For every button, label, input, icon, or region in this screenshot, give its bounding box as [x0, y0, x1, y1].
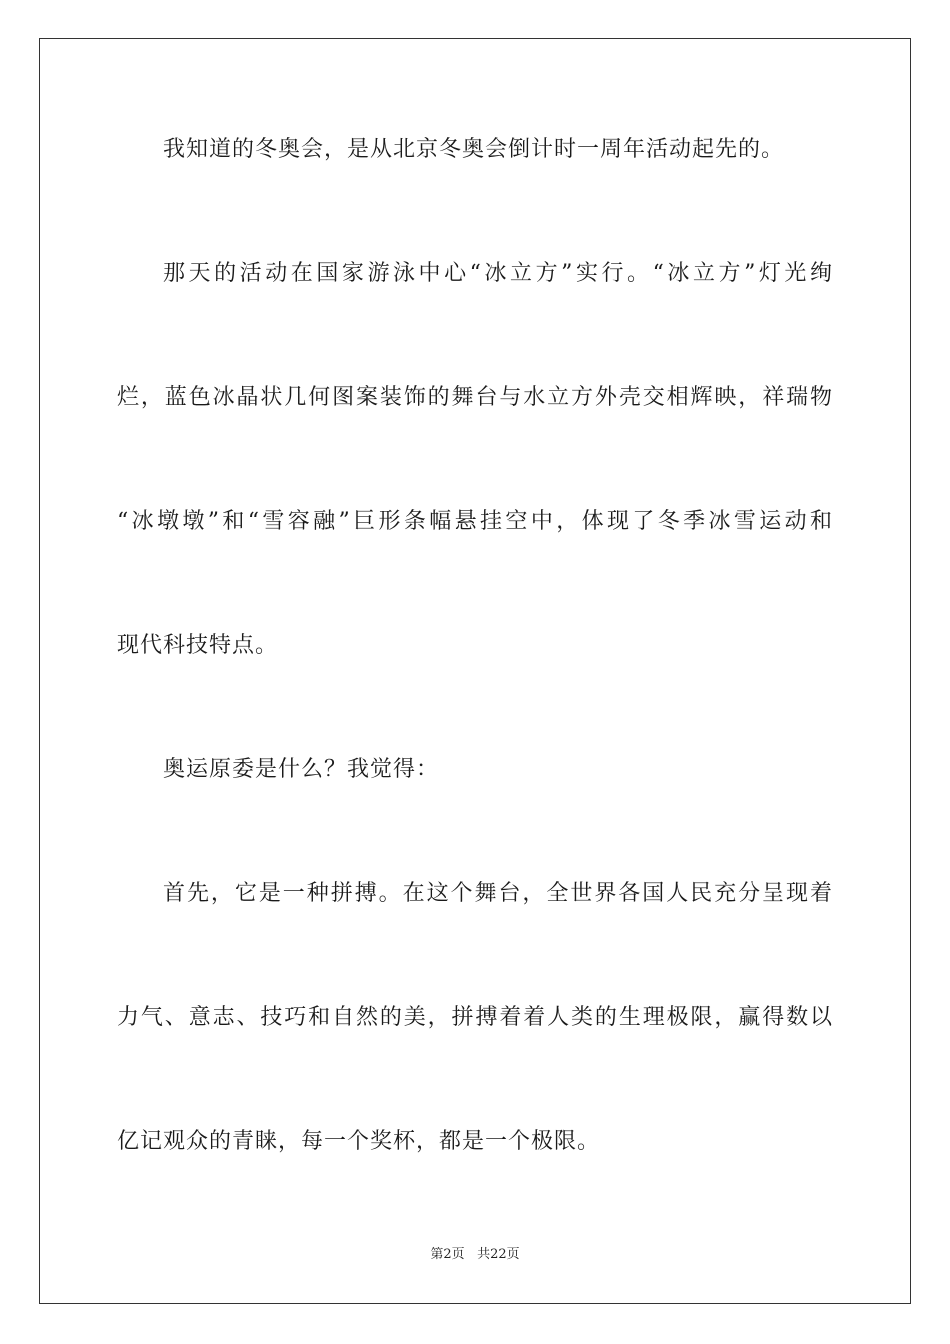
paragraph-4-line-3: 亿记观众的青睐，每一个奖杯，都是一个极限。	[117, 1129, 601, 1154]
paragraph-2-line-1: 那天的活动在国家游泳中心“冰立方”实行。“冰立方”灯光绚	[163, 261, 833, 286]
paragraph-4-line-2: 力气、意志、技巧和自然的美，拼搏着着人类的生理极限，赢得数以	[117, 1005, 833, 1030]
paragraph-2-line-4: 现代科技特点。	[117, 633, 279, 658]
page-footer	[0, 1246, 950, 1264]
paragraph-2-line-3: “冰墩墩”和“雪容融”巨形条幅悬挂空中，体现了冬季冰雪运动和	[117, 509, 833, 534]
paragraph-3-line-1: 奥运原委是什么？我觉得：	[163, 757, 440, 782]
paragraph-4-line-1: 首先，它是一种拼搏。在这个舞台，全世界各国人民充分呈现着	[163, 881, 833, 906]
paragraph-2-line-2: 烂，蓝色冰晶状几何图案装饰的舞台与水立方外壳交相辉映，祥瑞物	[117, 385, 833, 410]
page-number: 第2页	[430, 1247, 465, 1262]
page-border	[39, 38, 911, 1304]
total-pages: 共22页	[477, 1247, 520, 1262]
paragraph-1-line-1: 我知道的冬奥会，是从北京冬奥会倒计时一周年活动起先的。	[163, 137, 785, 162]
